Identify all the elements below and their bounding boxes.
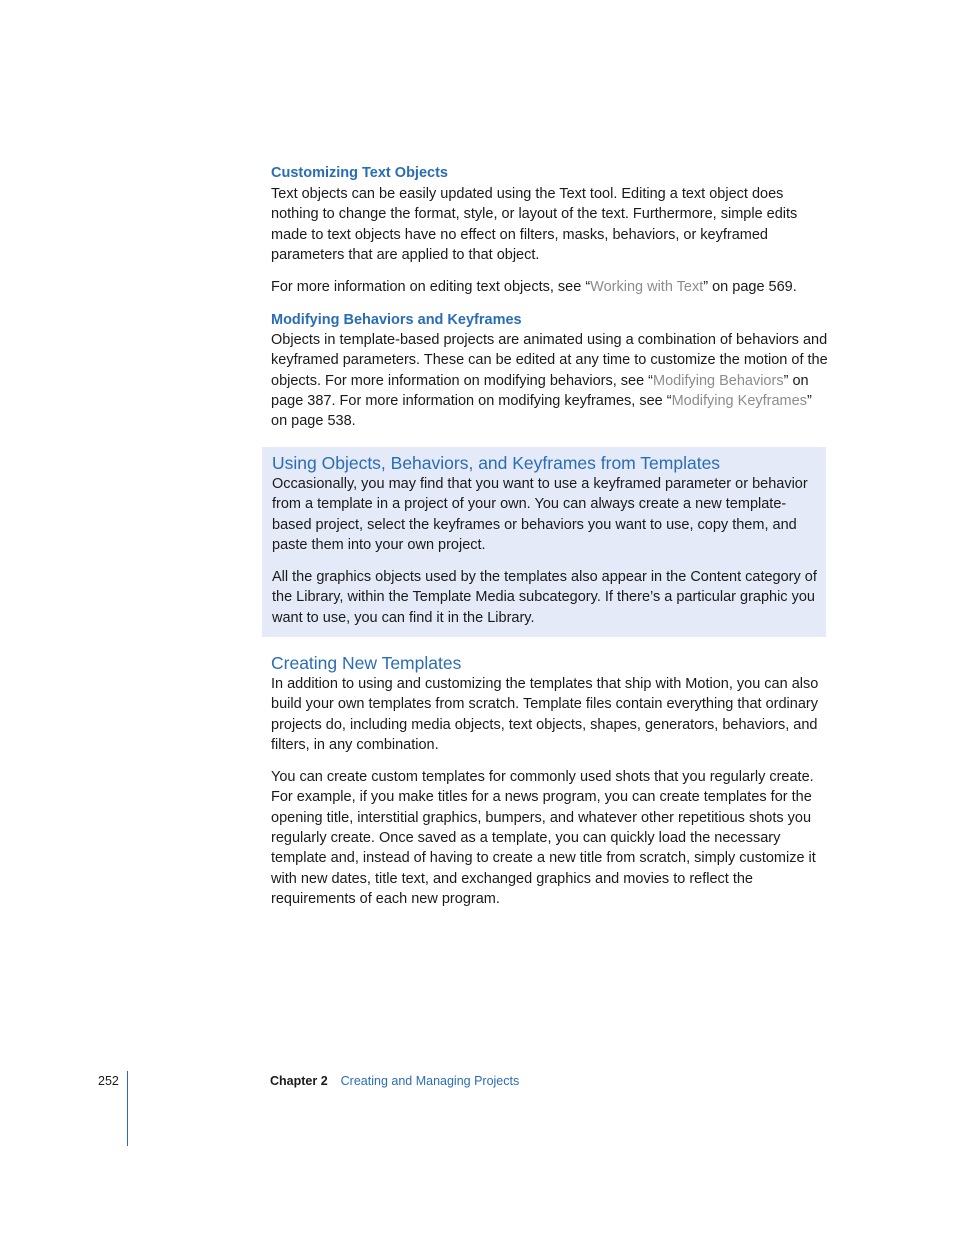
working-with-text-link[interactable]: Working with Text — [590, 279, 704, 296]
text-run: ” on page 538. — [271, 392, 812, 430]
section-customizing-text — [271, 163, 831, 297]
section-heading: Customizing Text Objects — [271, 165, 448, 181]
text-run: For more information on editing text objects, see “ — [271, 279, 591, 296]
section-heading: Creating New Templates — [271, 653, 462, 673]
text-run: Objects in template-based projects are animated using a combination of behaviors and keyframed parameters. These can be edited at any time to customize the motion of the objects. For more information on modifying behaviors, see “ — [271, 332, 828, 389]
modifying-behaviors-link[interactable]: Modifying Behaviors — [653, 372, 784, 389]
body-paragraph: Text objects can be easily updated using the Text tool. Editing a text object does nothing to change the format, style, or layout of the text. Furthermore, simple edits made to text objects have no effect on filters, masks, behaviors, or keyframed parameters that are applied to that object. — [271, 186, 798, 263]
modifying-keyframes-link[interactable]: Modifying Keyframes — [671, 392, 807, 409]
section-modifying-behaviors — [271, 310, 831, 431]
footer-rule — [127, 1071, 128, 1146]
footer-chapter — [270, 1073, 519, 1089]
sidebar-heading: Using Objects, Behaviors, and Keyframes from Templates — [272, 453, 721, 473]
text-run: ” on page 387. For more information on modifying keyframes, see “ — [271, 372, 809, 409]
sidebar-paragraph: Occasionally, you may find that you want to use a keyframed parameter or behavior from a template in a project of your own. You can always create a new template-based project, select the keyframes or behaviors you want to use, copy them, and paste them into your own project. — [272, 476, 808, 553]
body-paragraph: You can create custom templates for commonly used shots that you regularly create. For example, if you make titles for a news program, you can create templates for the opening title, interstitial graphics, bumpers, and whatever other repetitious shots you regularly create. Once saved as a template, you can quickly load the necessary template and, instead of having to create a new title from scratch, simply customize it with new dates, title text, and exchanged graphics and movies to reflect the requirements of each new program. — [271, 769, 816, 907]
text-run: ” on page 569. — [703, 279, 797, 296]
section-heading: Modifying Behaviors and Keyframes — [271, 312, 522, 328]
sidebar-content — [272, 452, 820, 628]
section-creating-templates — [271, 652, 831, 909]
chapter-title: Creating and Managing Projects — [340, 1074, 520, 1088]
body-paragraph-with-links — [271, 330, 831, 431]
page-number: 252 — [98, 1074, 119, 1088]
sidebar-paragraph: All the graphics objects used by the templates also appear in the Content category of the Library, within the Template Media subcategory. If there’s a particular graphic you want to use, you can find it in the Library. — [272, 569, 817, 626]
chapter-label: Chapter 2 — [270, 1074, 328, 1088]
body-paragraph: In addition to using and customizing the templates that ship with Motion, you can also build your own templates from scratch. Template files contain everything that ordinary projects do, including media objects, text objects, shapes, generators, behaviors, and filters, in any combination. — [271, 676, 819, 753]
body-paragraph-with-link — [271, 277, 831, 297]
